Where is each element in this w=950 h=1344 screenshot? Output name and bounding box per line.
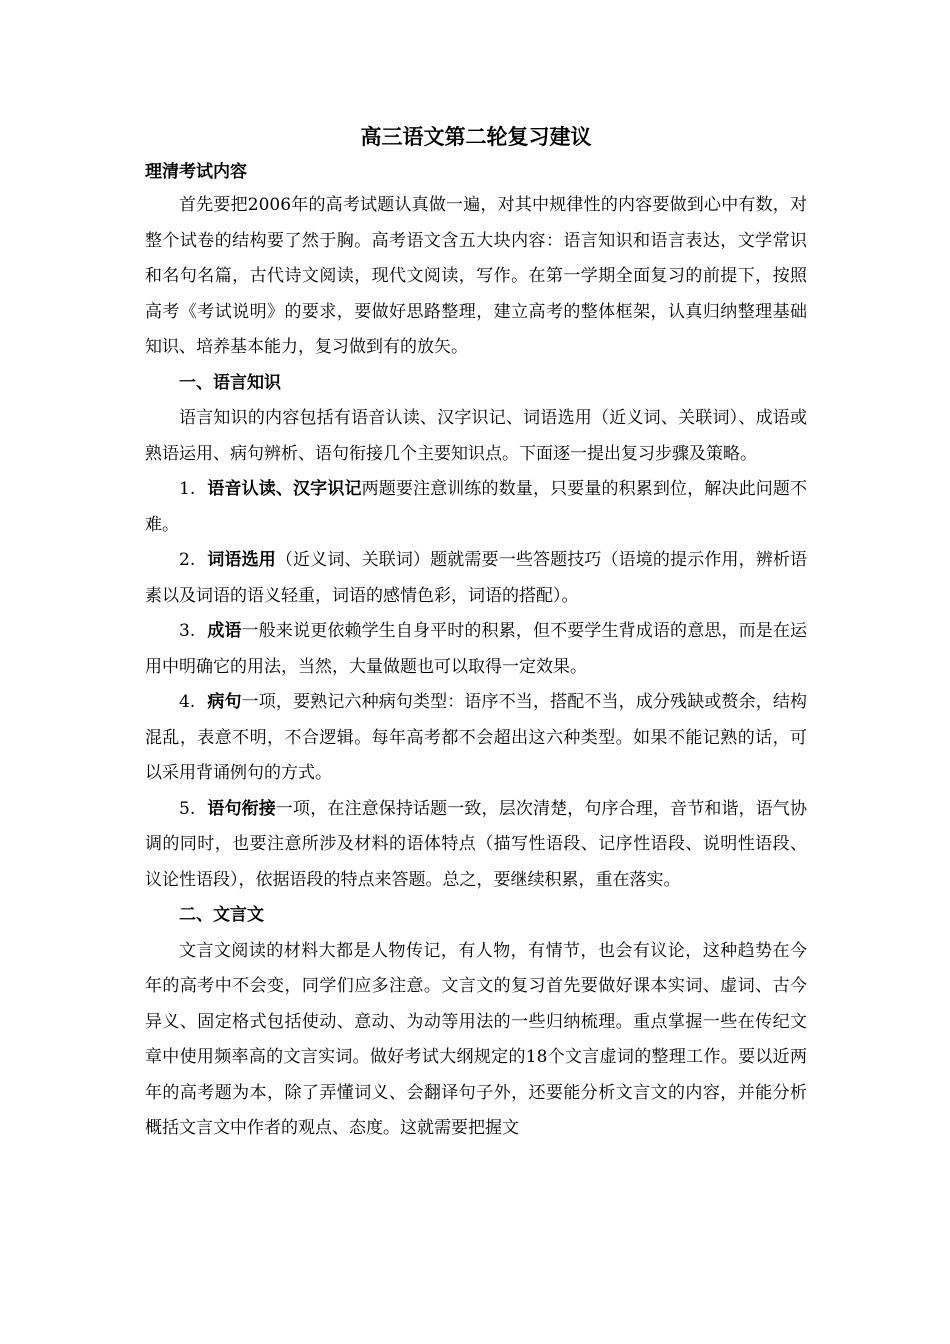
item-text: 两题要注意训练的数量，只要量的积累到位，解决此问题不难。 <box>145 479 808 535</box>
item-term: 语句衔接 <box>207 798 276 819</box>
document-title: 高三语文第二轮复习建议 <box>360 124 592 149</box>
part1-paragraph: 语言知识的内容包括有语音认读、汉字识记、词语选用（近义词、关联词）、成语或熟语运用、病句辨析、语句衔接几个主要知识点。下面逐一提出复习步骤及策略。 <box>145 408 807 464</box>
item-term: 成语 <box>207 621 242 641</box>
item-text: 一般来说更依赖学生自身平时的积累，但不要学生背成语的意思，而是在运用中明确它的用法，当然，大量做题也可以取得一定效果。 <box>145 621 808 677</box>
list-item <box>145 614 807 685</box>
part2-paragraph: 文言文阅读的材料大都是人物传记，有人物，有情节，也会有议论，这种趋势在今年的高考中不会变，同学们应多注意。文言文的复习首先要做好课本实词、虚词、古今异义、固定格式包括使动、意动、为动等用法的一些归纳梳理。重点掌握一些在传纪文章中使用频率高的文言实词。做好考试大纲规定的18个文言虚词的整理工作。要以近两年的高考题为本，除了弄懂词义、会翻译句子外，还要能分析文言文的内容，并能分析概括文言文中作者的观点、态度。这就需要把握文 <box>145 940 807 1138</box>
list-item <box>145 543 807 614</box>
item-number: 3. <box>179 621 196 641</box>
part1-heading: 一、语言知识 <box>179 372 281 393</box>
section-heading-exam-content: 理清考试内容 <box>145 162 247 182</box>
item-term: 病句 <box>207 692 242 712</box>
item-text: 一项，要熟记六种病句类型：语序不当，搭配不当，成分残缺或赘余，结构混乱，表意不明，不合逻辑。每年高考都不会超出这六种类型。如果不能记熟的话，可以采用背诵例句的方式。 <box>145 692 808 783</box>
item-number: 2. <box>179 550 196 570</box>
item-number: 5. <box>179 798 196 819</box>
item-term: 词语选用 <box>207 550 276 570</box>
item-term: 语音认读、汉字识记 <box>207 479 362 499</box>
intro-paragraph: 首先要把2006年的高考试题认真做一遍，对其中规律性的内容要做到心中有数，对整个试卷的结构要了然于胸。高考语文含五大块内容：语言知识和语言表达，文学常识和名句名篇，古代诗文阅读，现代文阅读，写作。在第一学期全面复习的前提下，按照高考《考试说明》的要求，要做好思路整理，建立高考的整体框架，认真归纳整理基础知识、培养基本能力，复习做到有的放矢。 <box>145 195 807 357</box>
item-number: 1. <box>179 479 196 499</box>
item-text: 一项，在注意保持话题一致，层次清楚，句序合理，音节和谐，语气协调的同时，也要注意所涉及材料的语体特点（描写性语段、记序性语段、说明性语段、议论性语段），依据语段的特点来答题。总之，要继续积累，重在落实。 <box>145 798 808 890</box>
item-number: 4. <box>179 692 196 712</box>
item-text: （近义词、关联词）题就需要一些答题技巧（语境的提示作用，辨析语素以及词语的语义轻重，词语的感情色彩，词语的搭配）。 <box>145 550 808 606</box>
list-item <box>145 472 807 543</box>
list-item <box>145 792 807 899</box>
list-item <box>145 685 807 792</box>
document-page <box>145 120 807 1147</box>
part2-heading: 二、文言文 <box>179 905 264 925</box>
